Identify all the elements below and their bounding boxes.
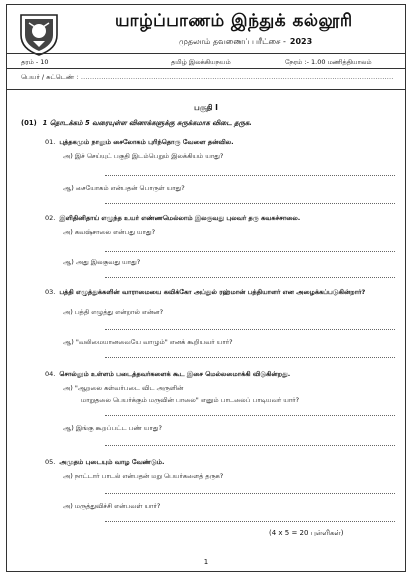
- sub-question: அ) நாட்டார் பாடல் என்பதன் மறு பெயர்களைத் தருக?: [63, 472, 224, 480]
- answer-line[interactable]: [105, 357, 395, 358]
- grade-label: தரம் - 10: [21, 58, 49, 66]
- answer-line[interactable]: [105, 493, 395, 494]
- main-question-text: 1 தொடக்கம் 5 வரையுள்ள வினாக்களுக்கு சுருக்கமாக விடை தருக.: [42, 119, 252, 127]
- section-title: பகுதி I: [194, 103, 218, 112]
- question-3: [45, 287, 395, 297]
- sub-question: ஆ) சையோகம் என்பதன் பொருள் யாது?: [63, 184, 185, 192]
- sub-question: அ) மருத்துவிச்சி என்பவள் யார்?: [63, 502, 161, 510]
- divider: [7, 89, 405, 90]
- exam-title: [179, 37, 312, 47]
- question-1: [45, 137, 395, 147]
- answer-line[interactable]: [105, 251, 395, 252]
- sub-question: ஆ) இங்கு கூறப்பட்ட பண் யாது?: [63, 424, 162, 432]
- exam-name: முதலாம் தவணைப் பரீட்சை -: [179, 37, 286, 46]
- sub-question: ஆ) "வலிமையானவையே வாழும்" எனக் கூறியவர் யார்?: [63, 338, 233, 346]
- answer-line[interactable]: [105, 175, 395, 176]
- question-text: புத்தகமும் நாலும் சைலோகம் புரிந்தொரு வேளை தன்வில.: [59, 138, 234, 146]
- question-text: சொல்லும் உள்ளம் படைத்தவர்களைக் கூட இசை மெல்லமைாக்கி விடுகின்றது.: [59, 370, 291, 378]
- exam-page: [6, 4, 406, 572]
- main-question: [21, 119, 252, 128]
- question-text: பத்தி எழுத்துக்களின் வாராமையை கவிக்கோ அப்துல் ரஹ்மான் பத்தியாளர் என அழைக்கப்படுகின்றார்?: [59, 288, 366, 296]
- answer-line[interactable]: [105, 329, 395, 330]
- question-number: 01.: [45, 138, 56, 146]
- sub-question: ஆ) அது இலகுவது யாது?: [63, 258, 141, 266]
- name-field[interactable]: : ..........................................................................................................................................: [76, 73, 394, 81]
- sub-question: அ) இச் செய்யுட் பகுதி இடம்பெறும் இலக்கியம் யாது?: [63, 152, 224, 160]
- question-2: [45, 213, 395, 223]
- question-5: [45, 457, 395, 467]
- answer-line[interactable]: [105, 277, 395, 278]
- name-row: [21, 73, 394, 82]
- question-4: [45, 369, 395, 379]
- time-label: நேரம் :- 1.00 மணித்தியாலம்: [285, 58, 372, 66]
- answer-line[interactable]: [105, 445, 395, 446]
- divider: [7, 68, 405, 69]
- exam-header: [7, 5, 407, 93]
- name-label: பெயர் / சுட்டெண்: [21, 73, 75, 81]
- sub-question-continued: மாறுதலை பெயர்க்கும் மருவின் பாலை" எனும் பாடலைப் பாடியவர் யார்?: [81, 396, 300, 404]
- sub-question: அ) பத்தி எழுத்து என்றால் என்ன?: [63, 308, 164, 316]
- answer-line[interactable]: [105, 521, 395, 522]
- question-text: இளிதினிதாய் எழுந்த உயர் எண்ணமெல்லாம் இலகுவது புலவர் தரு கவசுச்சாலை.: [59, 214, 301, 222]
- question-text: அமுதம் புடையும் வாழ வேண்டும்.: [59, 458, 165, 466]
- question-number: 04.: [45, 370, 56, 378]
- sub-question: அ) "ஆறலை கள்வர்படை விட அருளின்: [63, 384, 184, 392]
- answer-line[interactable]: [105, 203, 395, 204]
- exam-year: 2023: [289, 37, 313, 46]
- main-question-number: (01): [21, 119, 37, 127]
- question-number: 05.: [45, 458, 56, 466]
- school-name: யாழ்ப்பாணம் இந்துக் கல்லூரி: [115, 11, 353, 31]
- marks-label: (4 x 5 = 20 புள்ளிகள்): [269, 529, 344, 537]
- page-number: 1: [203, 558, 209, 566]
- subject-label: தமிழ் இலக்கியநயம்: [171, 58, 231, 66]
- school-crest-icon: [17, 11, 61, 57]
- divider: [7, 53, 405, 54]
- answer-line[interactable]: [105, 415, 395, 416]
- question-number: 03.: [45, 288, 56, 296]
- sub-question: அ) கவஷ்சாலை என்பது யாது?: [63, 228, 156, 236]
- question-number: 02.: [45, 214, 56, 222]
